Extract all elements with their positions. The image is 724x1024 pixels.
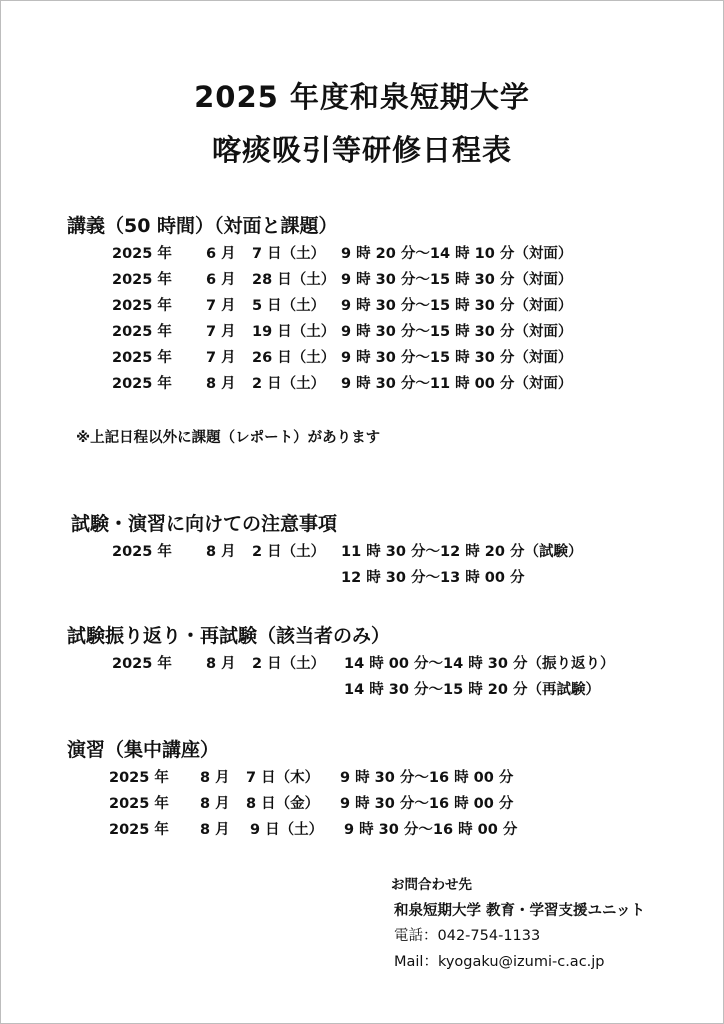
row-time: 12 時 30 分～13 時 00 分 [341,570,525,586]
row-day: 7 日（土） [252,246,326,262]
row-time: 9 時 30 分～16 時 00 分 [344,822,518,838]
row-month: 7 月 [206,298,236,314]
row-month: 6 月 [206,246,236,262]
row-day: 26 日（土） [252,350,336,366]
row-day: 2 日（土） [252,544,326,560]
row-month: 6 月 [206,272,236,288]
row-year: 2025 年 [112,350,172,366]
row-month: 7 月 [206,350,236,366]
row-time: 14 時 00 分～14 時 30 分（振り返り） [344,656,615,672]
row-day: 2 日（土） [252,656,326,672]
row-time: 9 時 20 分～14 時 10 分（対面） [341,246,573,262]
row-month: 8 月 [206,656,236,672]
practice-heading: 演習（集中講座） [67,739,220,761]
lecture-heading: 講義（50 時間）（対面と課題） [67,215,338,237]
row-day: 9 日（土） [250,822,324,838]
row-month: 8 月 [200,796,230,812]
row-month: 7 月 [206,324,236,340]
page-subtitle: 喀痰吸引等研修日程表 [211,133,512,167]
row-time: 9 時 30 分～15 時 30 分（対面） [341,324,573,340]
row-month: 8 月 [200,770,230,786]
contact-organization: 和泉短期大学 教育・学習支援ユニット [394,903,645,919]
row-time: 14 時 30 分～15 時 20 分（再試験） [344,682,601,698]
row-month: 8 月 [200,822,230,838]
row-day: 28 日（土） [252,272,336,288]
row-time: 9 時 30 分～16 時 00 分 [340,796,514,812]
row-year: 2025 年 [112,246,172,262]
assignment-note: ※上記日程以外に課題（レポート）があります [76,430,381,446]
row-time: 9 時 30 分～16 時 00 分 [340,770,514,786]
row-year: 2025 年 [112,656,172,672]
row-day: 19 日（土） [252,324,336,340]
exam-notes-heading: 試験・演習に向けての注意事項 [71,513,338,535]
review-heading: 試験振り返り・再試験（該当者のみ） [67,625,391,647]
row-time: 9 時 30 分～15 時 30 分（対面） [341,272,573,288]
row-day: 5 日（土） [252,298,326,314]
row-year: 2025 年 [112,376,172,392]
row-day: 2 日（土） [252,376,326,392]
contact-phone: 電話：042-754-1133 [394,928,541,944]
row-month: 8 月 [206,376,236,392]
row-year: 2025 年 [109,796,169,812]
row-year: 2025 年 [112,272,172,288]
row-month: 8 月 [206,544,236,560]
row-time: 11 時 30 分～12 時 20 分（試験） [341,544,583,560]
row-year: 2025 年 [112,324,172,340]
row-year: 2025 年 [112,298,172,314]
row-time: 9 時 30 分～15 時 30 分（対面） [341,298,573,314]
contact-label: お問合わせ先 [391,877,472,893]
row-day: 8 日（金） [246,796,320,812]
row-time: 9 時 30 分～15 時 30 分（対面） [341,350,573,366]
row-year: 2025 年 [109,770,169,786]
row-year: 2025 年 [112,544,172,560]
contact-email: Mail：kyogaku@izumi-c.ac.jp [394,954,605,970]
row-time: 9 時 30 分～11 時 00 分（対面） [341,376,573,392]
row-day: 7 日（木） [246,770,320,786]
row-year: 2025 年 [109,822,169,838]
page-title: 2025 年度和泉短期大学 [194,80,530,114]
